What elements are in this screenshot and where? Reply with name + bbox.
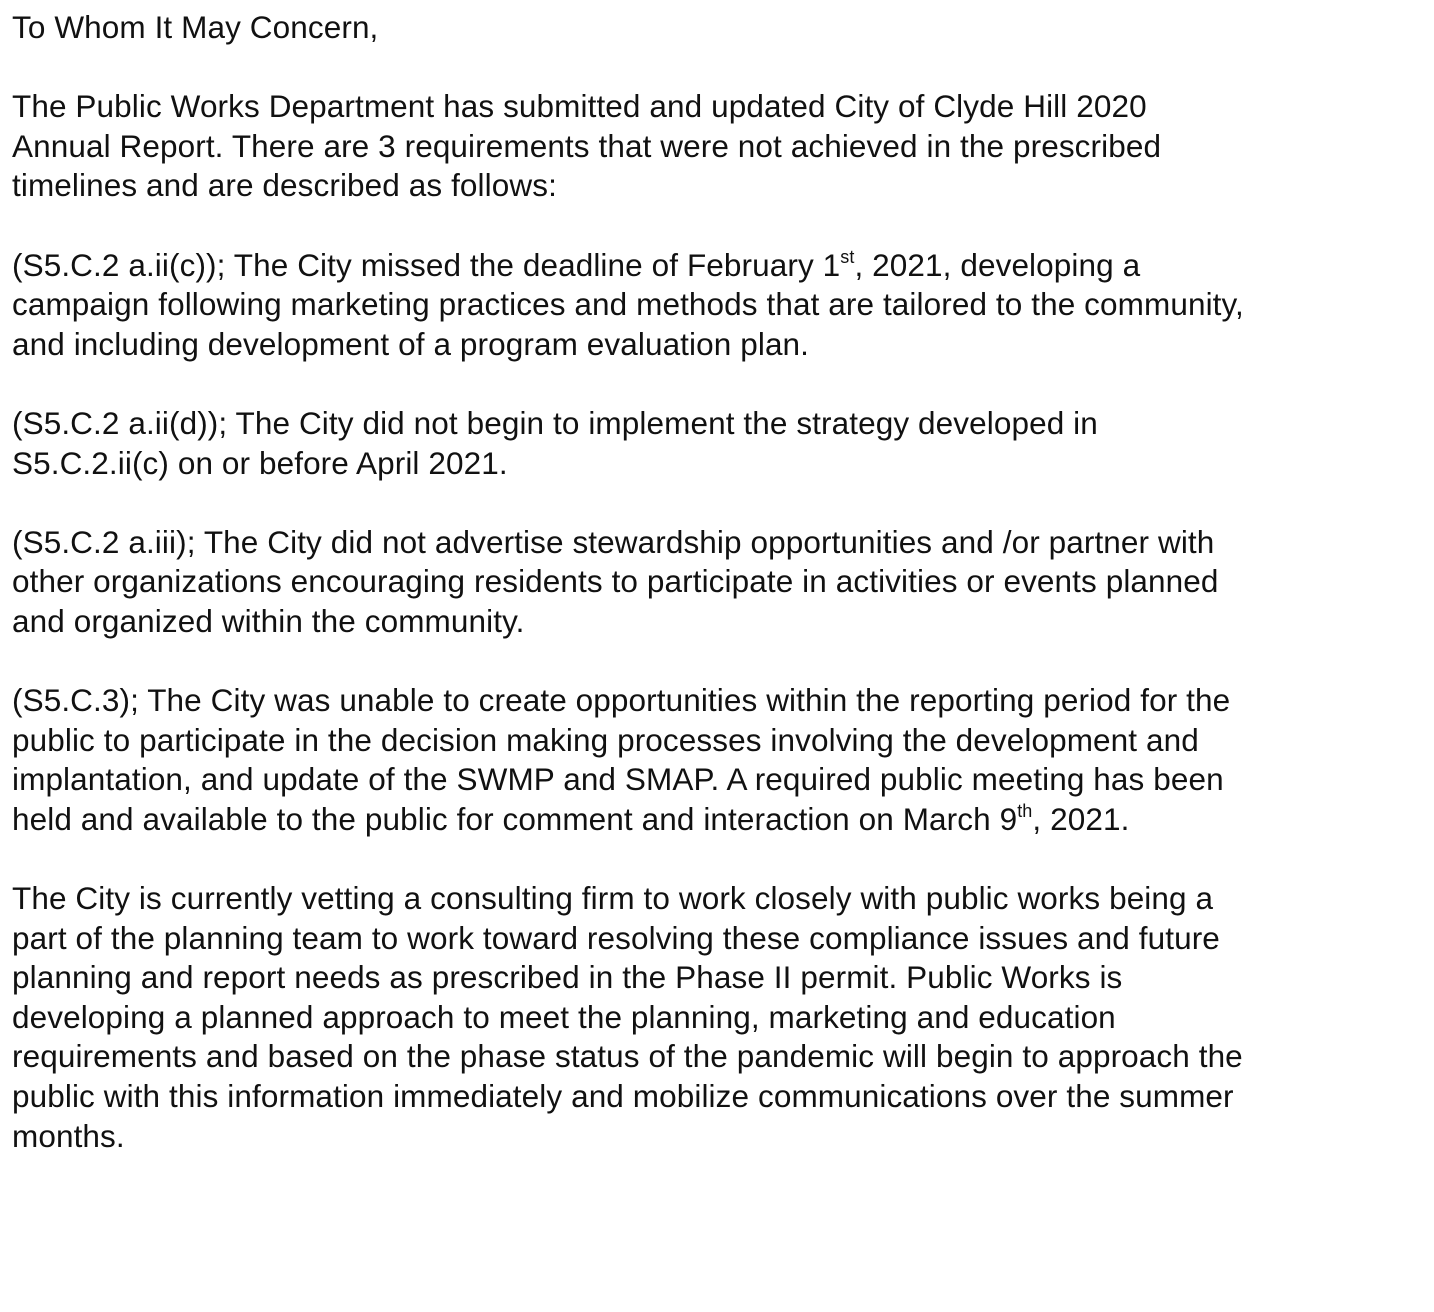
requirement-s5c2-aii-c — [12, 246, 1422, 365]
line-text: , 2021, developing a — [854, 246, 1141, 283]
paragraph-line: part of the planning team to work toward resolving these compliance issues and future — [12, 919, 1220, 956]
paragraph-line: and organized within the community. — [12, 602, 525, 639]
paragraph-line: The Public Works Department has submitted and updated City of Clyde Hill 2020 — [12, 88, 1147, 125]
paragraph-line: and including development of a program evaluation plan. — [12, 325, 810, 362]
paragraph-line — [12, 246, 1422, 286]
salutation-line: To Whom It May Concern, — [12, 9, 379, 45]
line-text: , 2021. — [1032, 800, 1130, 837]
paragraph-line: other organizations encouraging residents to participate in activities or events planned — [12, 563, 1219, 600]
requirement-s5c2-aiii — [12, 523, 1422, 642]
letter-body — [12, 8, 1422, 1156]
paragraph-line: S5.C.2.ii(c) on or before April 2021. — [12, 444, 508, 481]
paragraph-line: planning and report needs as prescribed in the Phase II permit. Public Works is — [12, 959, 1123, 996]
line-text: (S5.C.2 a.ii(c)); The City missed the deadline of February 1 — [12, 246, 841, 283]
closing-paragraph — [12, 879, 1422, 1156]
paragraph-line: implantation, and update of the SWMP and SMAP. A required public meeting has been — [12, 761, 1224, 798]
paragraph-line: campaign following marketing practices and methods that are tailored to the community, — [12, 286, 1244, 323]
paragraph-line: (S5.C.3); The City was unable to create opportunities within the reporting period for the — [12, 682, 1231, 719]
requirement-s5c3 — [12, 681, 1422, 839]
paragraph-line: public with this information immediately and mobilize communications over the summer — [12, 1078, 1234, 1115]
intro-paragraph — [12, 87, 1422, 206]
paragraph-line: months. — [12, 1117, 125, 1154]
ordinal-suffix: st — [840, 246, 855, 267]
requirement-s5c2-aii-d — [12, 404, 1422, 483]
paragraph-line: Annual Report. There are 3 requirements that were not achieved in the prescribed — [12, 127, 1162, 164]
paragraph-line — [12, 800, 1422, 840]
paragraph-line: The City is currently vetting a consulting firm to work closely with public works being a — [12, 880, 1214, 917]
line-text: held and available to the public for comment and interaction on March 9 — [12, 800, 1018, 837]
ordinal-suffix: th — [1017, 800, 1033, 821]
paragraph-line: timelines and are described as follows: — [12, 167, 557, 204]
paragraph-line: public to participate in the decision making processes involving the development and — [12, 721, 1199, 758]
paragraph-line: developing a planned approach to meet the planning, marketing and education — [12, 998, 1116, 1035]
salutation — [12, 8, 1422, 48]
paragraph-line: requirements and based on the phase status of the pandemic will begin to approach the — [12, 1038, 1243, 1075]
paragraph-line: (S5.C.2 a.iii); The City did not advertise stewardship opportunities and /or partner with — [12, 523, 1215, 560]
paragraph-line: (S5.C.2 a.ii(d)); The City did not begin to implement the strategy developed in — [12, 404, 1098, 441]
